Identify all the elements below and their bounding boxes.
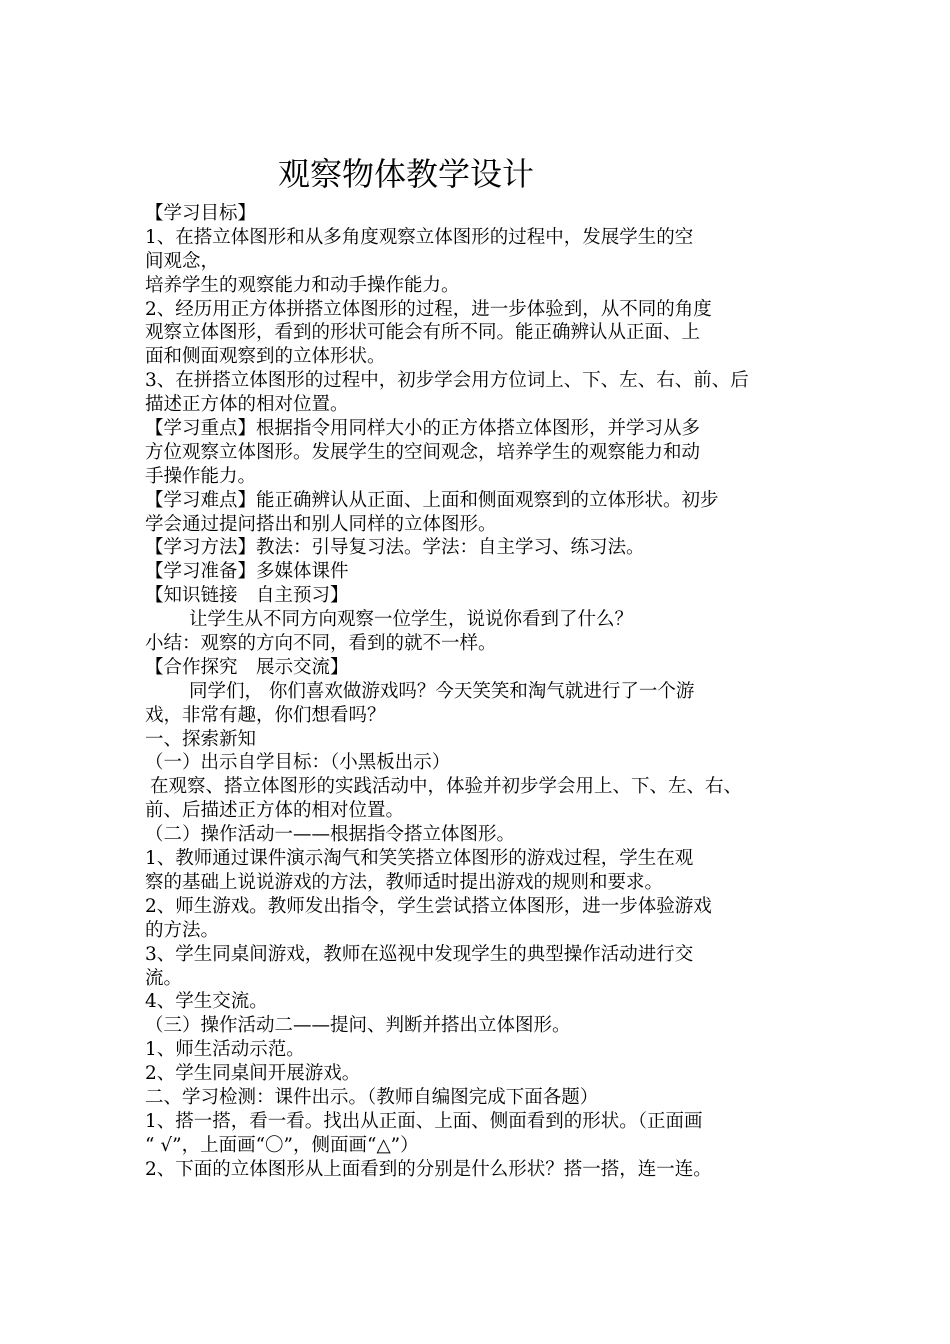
subsection-heading: 一、探索新知	[145, 728, 257, 750]
paragraph-line: 学会通过提问搭出和别人同样的立体图形。	[145, 513, 497, 535]
paragraph-line: 面和侧面观察到的立体形状。	[145, 346, 386, 368]
paragraph-line: （一）出示自学目标：（小黑板出示）	[145, 752, 451, 774]
paragraph-line: 同学们， 你们喜欢做游戏吗？今天笑笑和淘气就进行了一个游	[189, 680, 695, 702]
paragraph-line: 2、下面的立体图形从上面看到的分别是什么形状？搭一搭，连一连。	[145, 1158, 712, 1180]
paragraph-line: 描述正方体的相对位置。	[145, 394, 349, 416]
section-methods: 【学习方法】教法：引导复习法。学法：自主学习、练习法。	[145, 537, 645, 559]
paragraph-line: 1、教师通过课件演示淘气和笑笑搭立体图形的游戏过程，学生在观	[145, 848, 694, 870]
paragraph-line: “ √”，上面画“〇”，侧面画“△”）	[145, 1134, 419, 1156]
paragraph-line: 1、在搭立体图形和从多角度观察立体图形的过程中，发展学生的空	[145, 226, 694, 248]
paragraph-line: 2、经历用正方体拼搭立体图形的过程，进一步体验到，从不同的角度	[145, 298, 712, 320]
paragraph-line: 4、学生交流。	[145, 991, 268, 1013]
section-preparation: 【学习准备】多媒体课件	[145, 561, 349, 583]
paragraph-line: 1、师生活动示范。	[145, 1039, 305, 1061]
paragraph-line: 流。	[145, 967, 183, 989]
paragraph-line: 3、学生同桌间游戏，教师在巡视中发现学生的典型操作活动进行交	[145, 943, 694, 965]
paragraph-line: 前、后描述正方体的相对位置。	[145, 800, 405, 822]
paragraph-line: 观察立体图形，看到的形状可能会有所不同。能正确辨认从正面、上	[145, 322, 701, 344]
paragraph-line: 手操作能力。	[145, 465, 257, 487]
paragraph-line: 小结：观察的方向不同，看到的就不一样。	[145, 633, 497, 655]
document-body	[145, 202, 815, 1182]
paragraph-line: 的方法。	[145, 919, 220, 941]
paragraph-line: 培养学生的观察能力和动手操作能力。	[145, 274, 460, 296]
paragraph-line: 在观察、搭立体图形的实践活动中，体验并初步学会用上、下、左、右、	[150, 776, 743, 798]
section-difficulties: 【学习难点】能正确辨认从正面、上面和侧面观察到的立体形状。初步	[145, 489, 719, 511]
paragraph-line: 戏，非常有趣，你们想看吗？	[145, 704, 386, 726]
paragraph-line: 方位观察立体图形。发展学生的空间观念，培养学生的观察能力和动	[145, 441, 701, 463]
section-knowledge-link: 【知识链接 自主预习】	[145, 585, 349, 607]
section-key-points: 【学习重点】根据指令用同样大小的正方体搭立体图形，并学习从多	[145, 418, 701, 440]
subsection-heading: 二、学习检测：课件出示。（教师自编图完成下面各题）	[145, 1086, 599, 1108]
paragraph-line: 间观念，	[145, 250, 220, 272]
document-title: 观察物体教学设计	[278, 155, 535, 193]
paragraph-line: （三）操作活动二——提问、判断并搭出立体图形。	[145, 1015, 571, 1037]
paragraph-line: 1、搭一搭，看一看。找出从正面、上面、侧面看到的形状。（正面画	[145, 1110, 703, 1132]
paragraph-line: （二）操作活动一——根据指令搭立体图形。	[145, 824, 516, 846]
paragraph-line: 3、在拼搭立体图形的过程中，初步学会用方位词上、下、左、右、前、后	[145, 370, 749, 392]
paragraph-line: 2、师生游戏。教师发出指令，学生尝试搭立体图形，进一步体验游戏	[145, 895, 712, 917]
paragraph-line: 让学生从不同方向观察一位学生，说说你看到了什么？	[189, 609, 634, 631]
paragraph-line: 2、学生同桌间开展游戏。	[145, 1063, 361, 1085]
paragraph-line: 察的基础上说说游戏的方法，教师适时提出游戏的规则和要求。	[145, 871, 664, 893]
section-cooperative-inquiry: 【合作探究 展示交流】	[145, 656, 349, 678]
section-heading-objectives: 【学习目标】	[145, 203, 257, 224]
